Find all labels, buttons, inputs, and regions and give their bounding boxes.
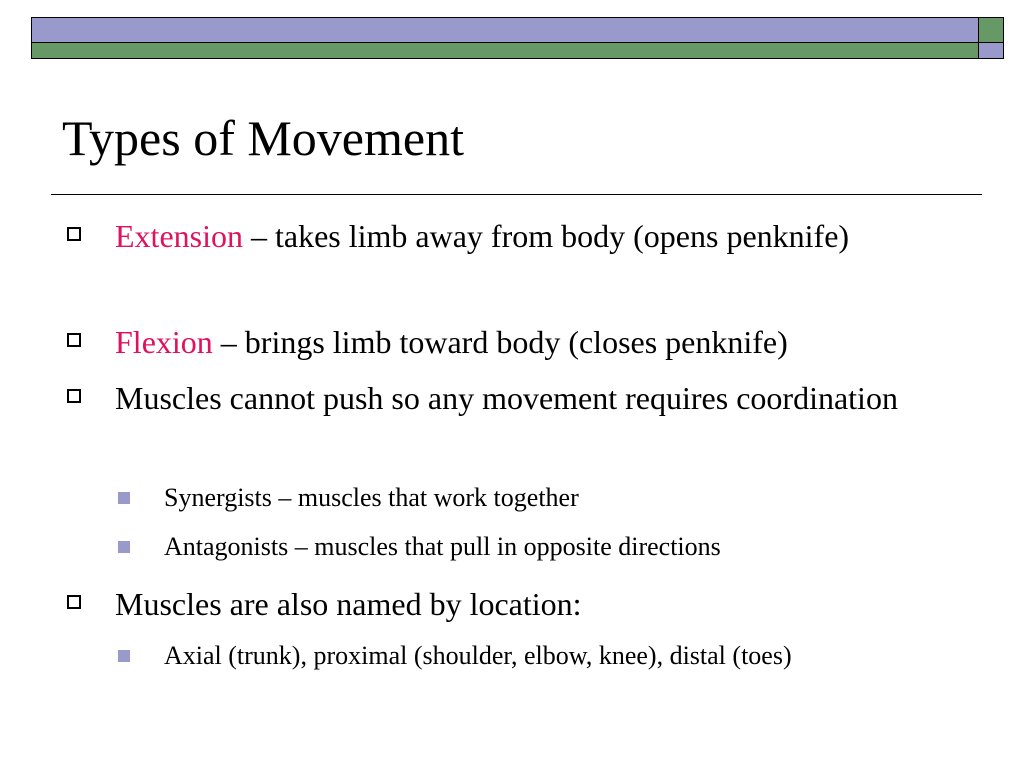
bullet-flexion	[115, 318, 985, 366]
bullet-text: – takes limb away from body (opens penknife)	[242, 218, 850, 254]
bullet-extension	[115, 212, 985, 260]
sub-bullet-text: Synergists – muscles that work together	[164, 483, 579, 512]
filled-square-bullet-icon	[118, 541, 130, 553]
bullet-text: Muscles cannot push so any movement requires coordination	[115, 380, 898, 416]
bullet-text: – brings limb toward body (closes penknife)	[212, 324, 788, 360]
hollow-square-bullet-icon	[67, 389, 81, 403]
hollow-square-bullet-icon	[67, 595, 81, 609]
term-extension: Extension	[115, 218, 243, 254]
header-bar-purple	[31, 17, 979, 43]
header-square-green	[978, 17, 1004, 43]
bullet-coordination	[115, 374, 985, 422]
bullet-location	[115, 580, 985, 628]
title-underline	[51, 194, 982, 195]
term-flexion: Flexion	[115, 324, 213, 360]
filled-square-bullet-icon	[118, 492, 130, 504]
filled-square-bullet-icon	[118, 650, 130, 662]
sub-bullet-synergists	[164, 481, 944, 515]
sub-bullet-text: Axial (trunk), proximal (shoulder, elbow, knee), distal (toes)	[164, 641, 792, 670]
sub-bullet-text: Antagonists – muscles that pull in opposite directions	[164, 532, 721, 561]
header-bar-green	[31, 42, 979, 59]
slide-title: Types of Movement	[62, 110, 464, 166]
sub-bullet-axial	[164, 639, 944, 673]
header-square-purple	[978, 42, 1004, 59]
bullet-text: Muscles are also named by location:	[115, 586, 582, 622]
hollow-square-bullet-icon	[67, 333, 81, 347]
hollow-square-bullet-icon	[67, 227, 81, 241]
sub-bullet-antagonists	[164, 530, 944, 564]
